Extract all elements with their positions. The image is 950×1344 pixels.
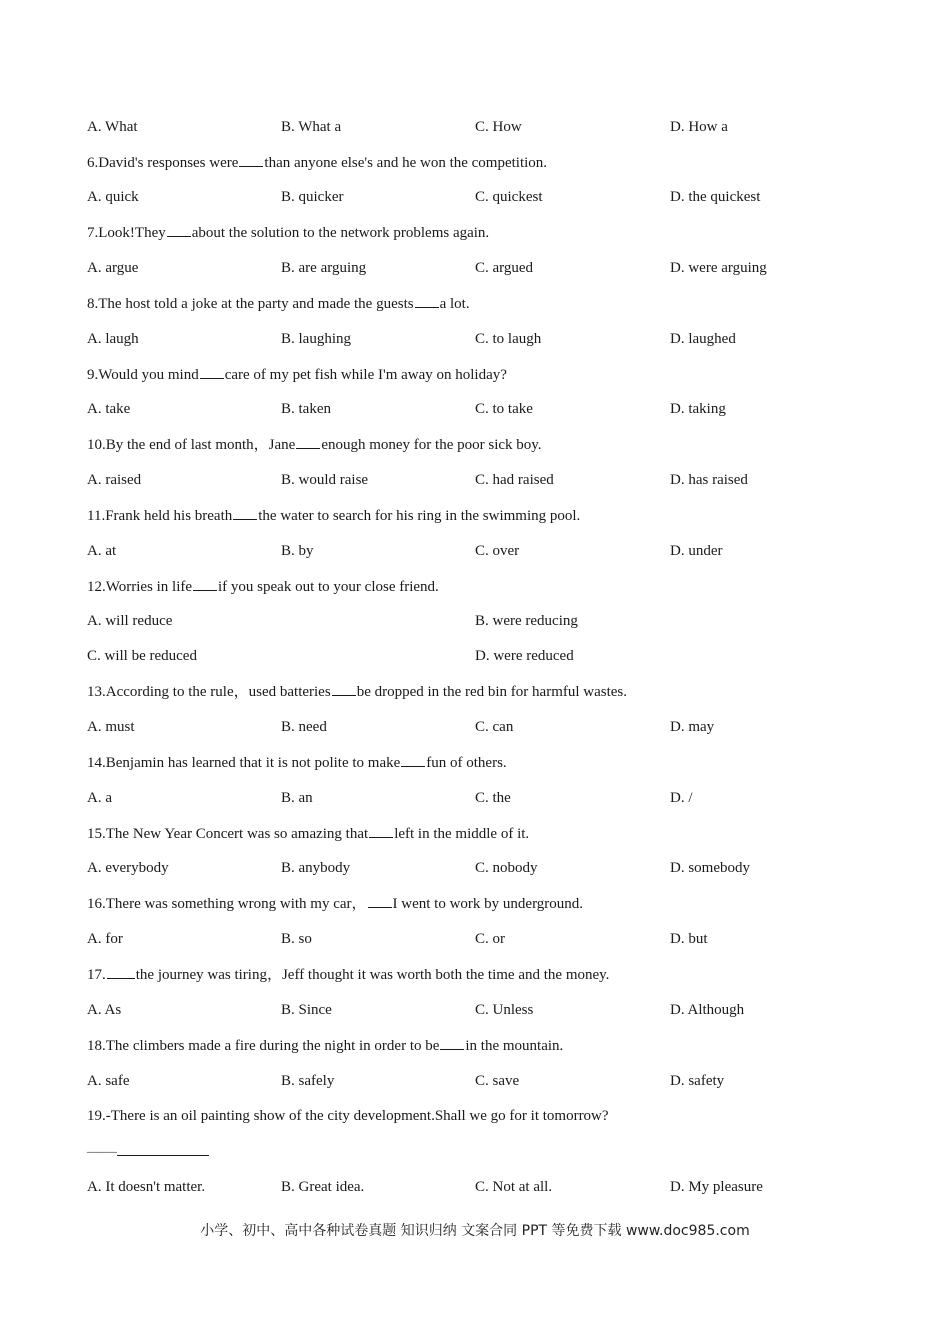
option-d: D. How a [670,119,728,135]
option-d: D. were reduced [475,648,574,664]
option-b: B. by [281,543,314,559]
option-b: B. so [281,931,312,947]
option-c: C. save [475,1073,520,1089]
option-d: D. may [670,719,715,735]
question-17: 17. the journey was tiring，Jeff thought it was worth both the time and the money. [87,964,867,985]
option-c: C. will be reduced [87,648,197,664]
answer-blank [167,222,191,237]
option-a: A. As [87,1002,122,1018]
option-d: D. Although [670,1002,745,1018]
question-8: 8.The host told a joke at the party and made the guests a lot. [87,293,867,314]
option-c: C. can [475,719,514,735]
question-7: 7.Look!They about the solution to the network problems again. [87,222,867,243]
option-a: A. safe [87,1073,130,1089]
option-b: B. were reducing [475,613,578,629]
page-footer: 小学、初中、高中各种试卷真题 知识归纳 文案合同 PPT 等免费下载 www.doc985.com [200,1223,750,1239]
answer-blank [332,681,356,696]
option-b: B. taken [281,401,331,417]
option-a: A. argue [87,260,139,276]
option-a: A. raised [87,472,142,488]
question-16: 16.There was something wrong with my car， I went to work by underground. [87,893,867,914]
option-b: B. anybody [281,860,351,876]
option-b: B. are arguing [281,260,367,276]
option-a: A. What [87,119,138,135]
answer-blank [369,823,393,838]
option-c: C. quickest [475,189,543,205]
option-c: C. Unless [475,1002,534,1018]
option-d: D. safety [670,1073,725,1089]
option-a: A. a [87,790,112,806]
option-d: D. the quickest [670,189,761,205]
option-a: A. It doesn't matter. [87,1179,206,1195]
question-10: 10.By the end of last month，Jane enough money for the poor sick boy. [87,434,867,455]
answer-blank [401,752,425,767]
option-b: B. Since [281,1002,332,1018]
answer-blank [368,893,392,908]
option-c: C. How [475,119,522,135]
option-c: C. to laugh [475,331,542,347]
option-c: C. or [475,931,505,947]
option-d: D. somebody [670,860,750,876]
answer-blank [296,434,320,449]
question-11: 11.Frank held his breath the water to search for his ring in the swimming pool. [87,505,867,526]
answer-blank [415,293,439,308]
option-a: A. must [87,719,135,735]
option-c: C. the [475,790,511,806]
answer-blank [117,1141,209,1156]
option-d: D. were arguing [670,260,767,276]
question-18: 18.The climbers made a fire during the night in order to be in the mountain. [87,1035,867,1056]
option-b: B. laughing [281,331,351,347]
option-d: D. laughed [670,331,736,347]
question-6: 6.David's responses were than anyone else's and he won the competition. [87,152,867,173]
option-b: B. safely [281,1073,335,1089]
option-a: A. take [87,401,131,417]
question-13: 13.According to the rule，used batteries be dropped in the red bin for harmful wastes. [87,681,867,702]
question-14: 14.Benjamin has learned that it is not polite to make fun of others. [87,752,867,773]
option-a: A. will reduce [87,613,173,629]
option-c: C. over [475,543,520,559]
question-12: 12.Worries in life if you speak out to your close friend. [87,576,867,597]
option-a: A. laugh [87,331,139,347]
option-c: C. nobody [475,860,538,876]
option-d: D. taking [670,401,726,417]
answer-blank [200,364,224,379]
option-a: A. for [87,931,123,947]
option-b: B. would raise [281,472,369,488]
option-a: A. everybody [87,860,169,876]
option-d: D. / [670,790,693,806]
option-d: D. but [670,931,708,947]
option-d: D. My pleasure [670,1179,763,1195]
option-a: A. at [87,543,117,559]
question-9: 9.Would you mind care of my pet fish while I'm away on holiday? [87,364,867,385]
option-c: C. argued [475,260,534,276]
option-c: C. had raised [475,472,554,488]
question-15: 15.The New Year Concert was so amazing that left in the middle of it. [87,823,867,844]
option-b: B. need [281,719,327,735]
option-c: C. to take [475,401,533,417]
question-19: 19.-There is an oil painting show of the city development.Shall we go for it tomorrow? [87,1108,609,1124]
option-b: B. an [281,790,313,806]
answer-blank [233,505,257,520]
answer-blank [107,964,135,979]
option-d: D. has raised [670,472,748,488]
answer-blank [239,152,263,167]
option-b: B. Great idea. [281,1179,365,1195]
answer-blank [193,576,217,591]
dialog-reply-line: —— [87,1141,867,1162]
option-d: D. under [670,543,723,559]
option-b: B. quicker [281,189,344,205]
answer-blank [440,1035,464,1050]
option-c: C. Not at all. [475,1179,553,1195]
option-a: A. quick [87,189,139,205]
option-b: B. What a [281,119,342,135]
